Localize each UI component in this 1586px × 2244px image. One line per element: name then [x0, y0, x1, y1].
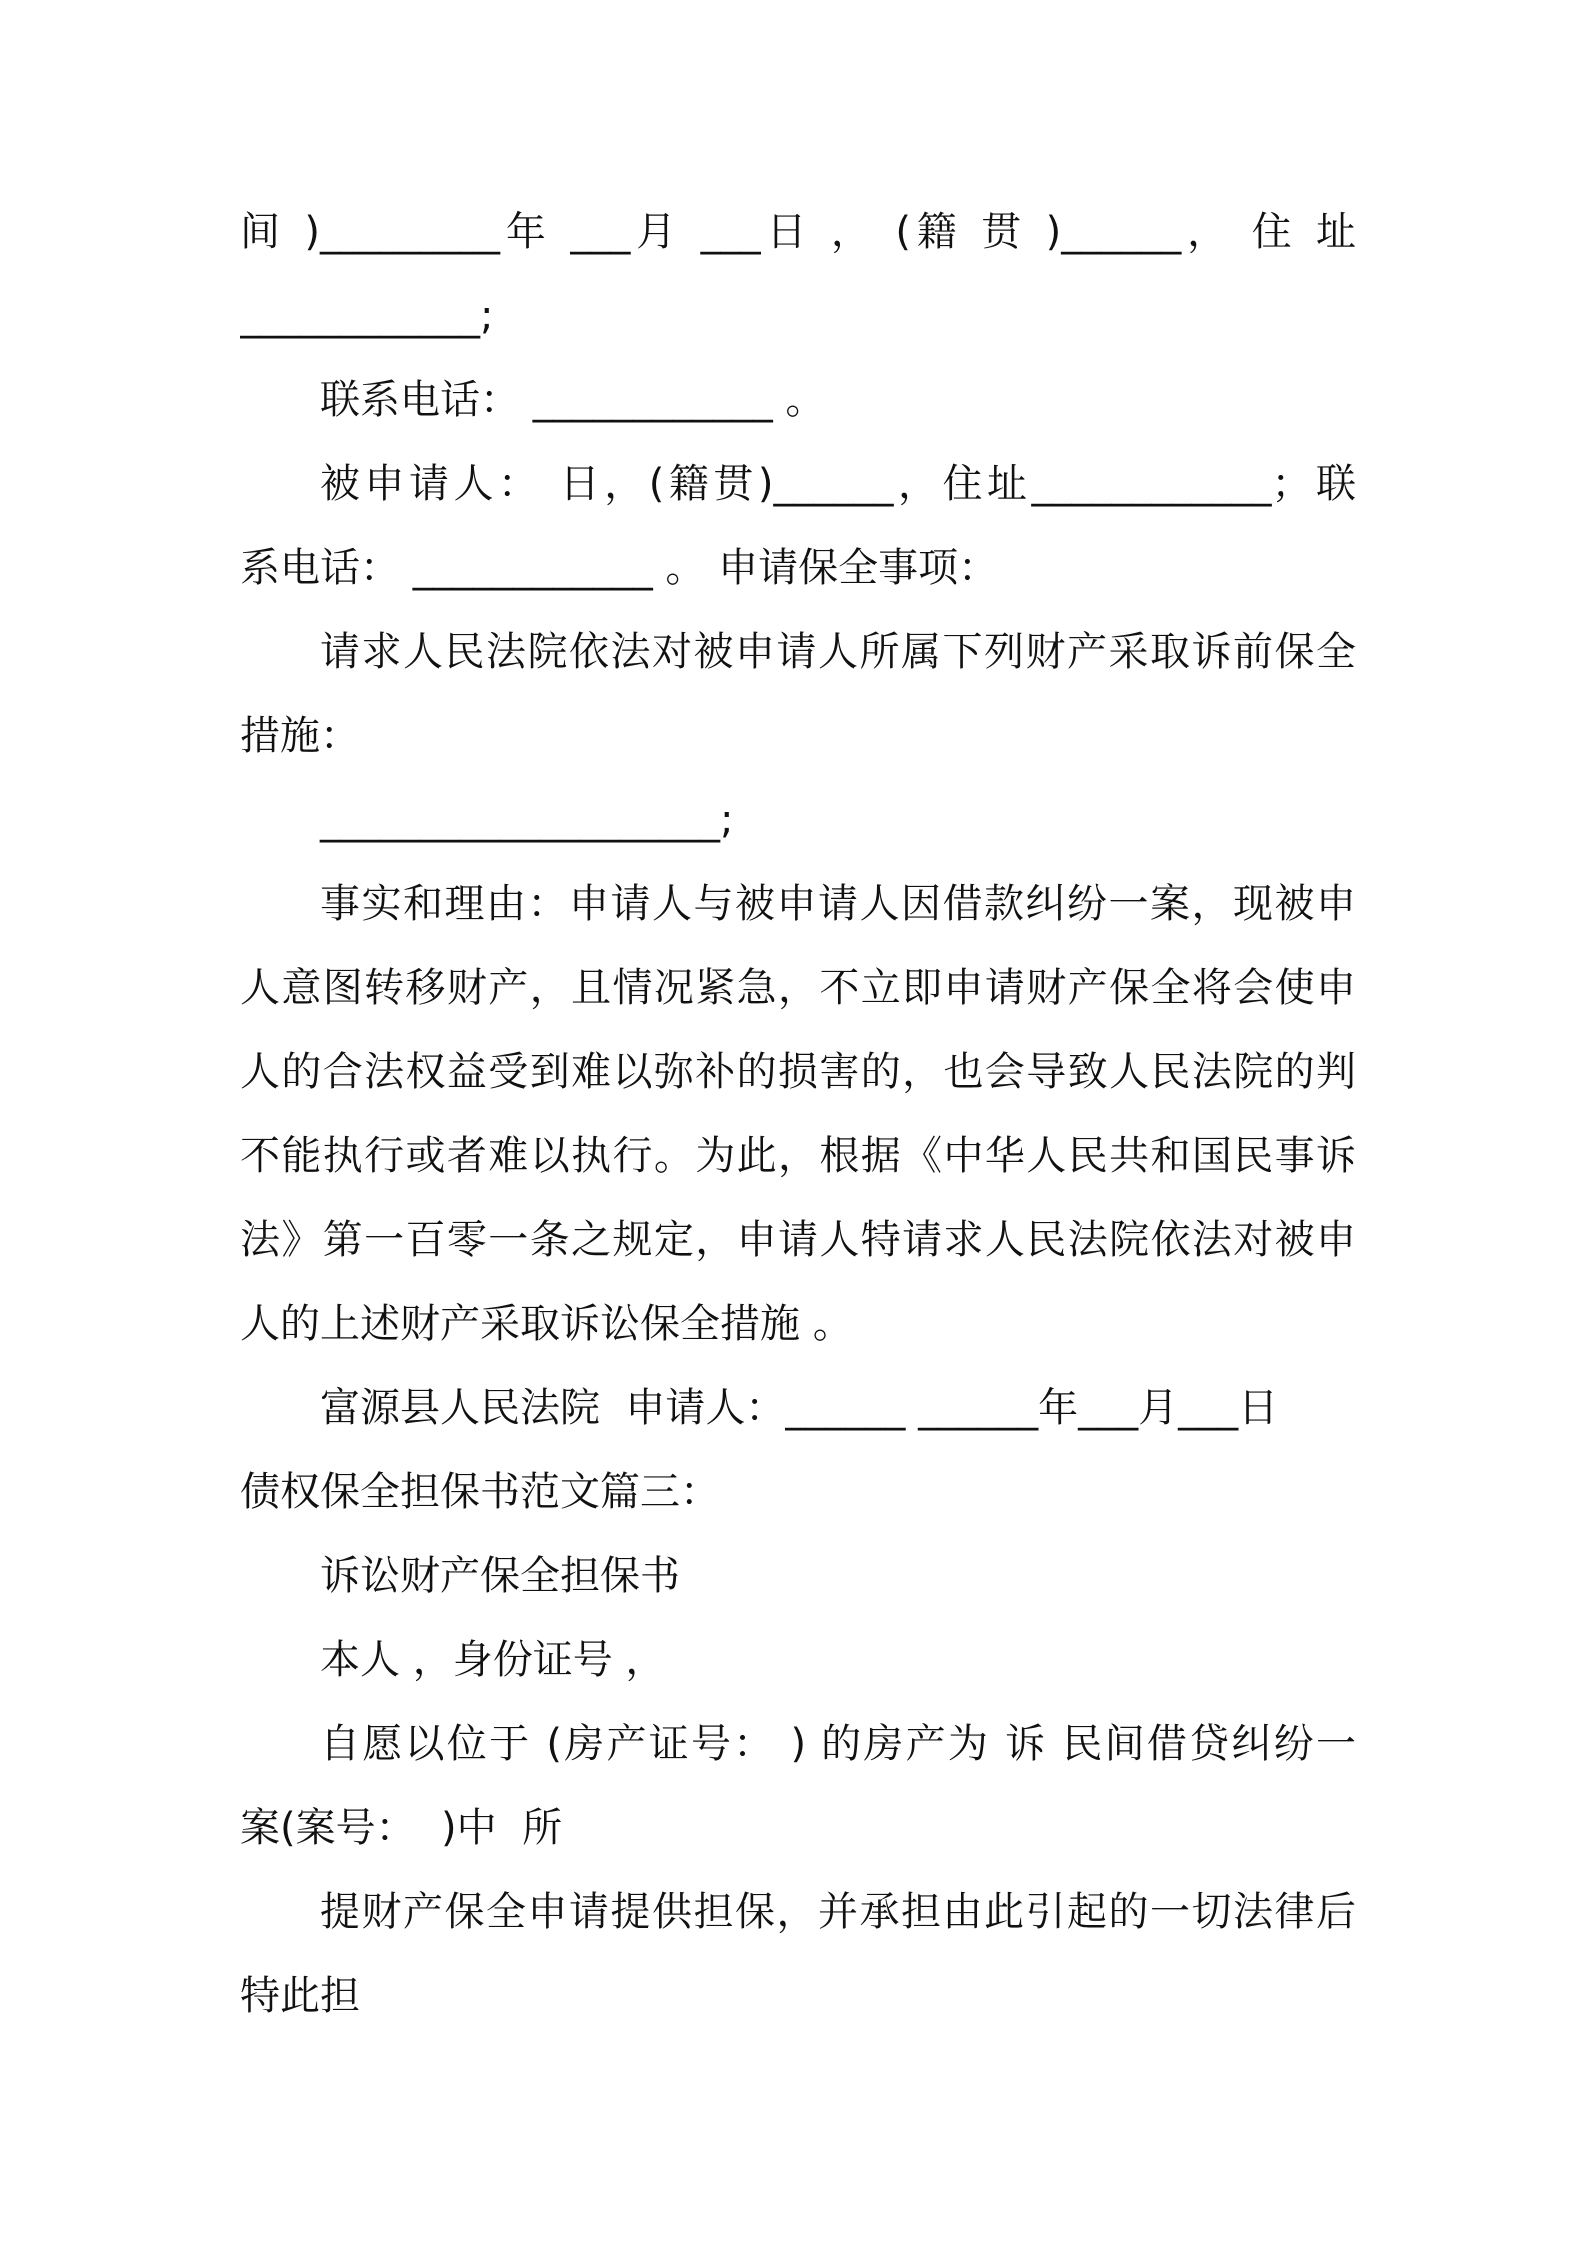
- text-line: 请求人民法院依法对被申请人所属下列财产采取诉前保全: [320, 629, 1356, 675]
- text-line: 人的合法权益受到难以弥补的损害的，也会导致人民法院的判: [240, 1049, 1356, 1095]
- text-line: 不能执行或者难以执行。为此，根据《中华人民共和国民事诉: [240, 1133, 1356, 1179]
- text-line: 债权保全担保书范文篇三：: [240, 1469, 720, 1515]
- text-line: ____________________;: [320, 797, 734, 843]
- text-line: 被申请人： 日，(籍贯)______，住址____________；联: [320, 461, 1356, 507]
- text-line: 间 )_________年 ___月 ___日 ， (籍 贯 )______， 住 址: [240, 209, 1356, 255]
- text-line: 措施：: [240, 713, 360, 759]
- text-line: 案(案号： )中 所: [240, 1805, 563, 1851]
- text-line: 特此担: [240, 1973, 360, 2019]
- text-line: 人意图转移财产，且情况紧急，不立即申请财产保全将会使申: [240, 965, 1356, 1011]
- text-line: 法》第一百零一条之规定，申请人特请求人民法院依法对被申: [240, 1217, 1356, 1263]
- text-line: 本人 ，身份证号 ，: [320, 1637, 666, 1683]
- text-line: ____________;: [240, 293, 494, 339]
- text-line: 系电话： ____________ 。 申请保全事项：: [240, 545, 999, 591]
- text-line: 联系电话： ____________ 。: [320, 377, 826, 423]
- text-line: 提财产保全申请提供担保，并承担由此引起的一切法律后: [320, 1889, 1356, 1935]
- text-line: 富源县人民法院 申请人：______ ______年___月___日: [320, 1385, 1279, 1431]
- text-line: 人的上述财产采取诉讼保全措施 。: [240, 1301, 853, 1347]
- text-line: 诉讼财产保全担保书: [320, 1553, 680, 1599]
- text-line: 事实和理由：申请人与被申请人因借款纠纷一案，现被申: [320, 881, 1356, 927]
- document-body: [240, 190, 1356, 2038]
- text-line: 自愿以位于 (房产证号： ) 的房产为 诉 民间借贷纠纷一: [320, 1721, 1356, 1767]
